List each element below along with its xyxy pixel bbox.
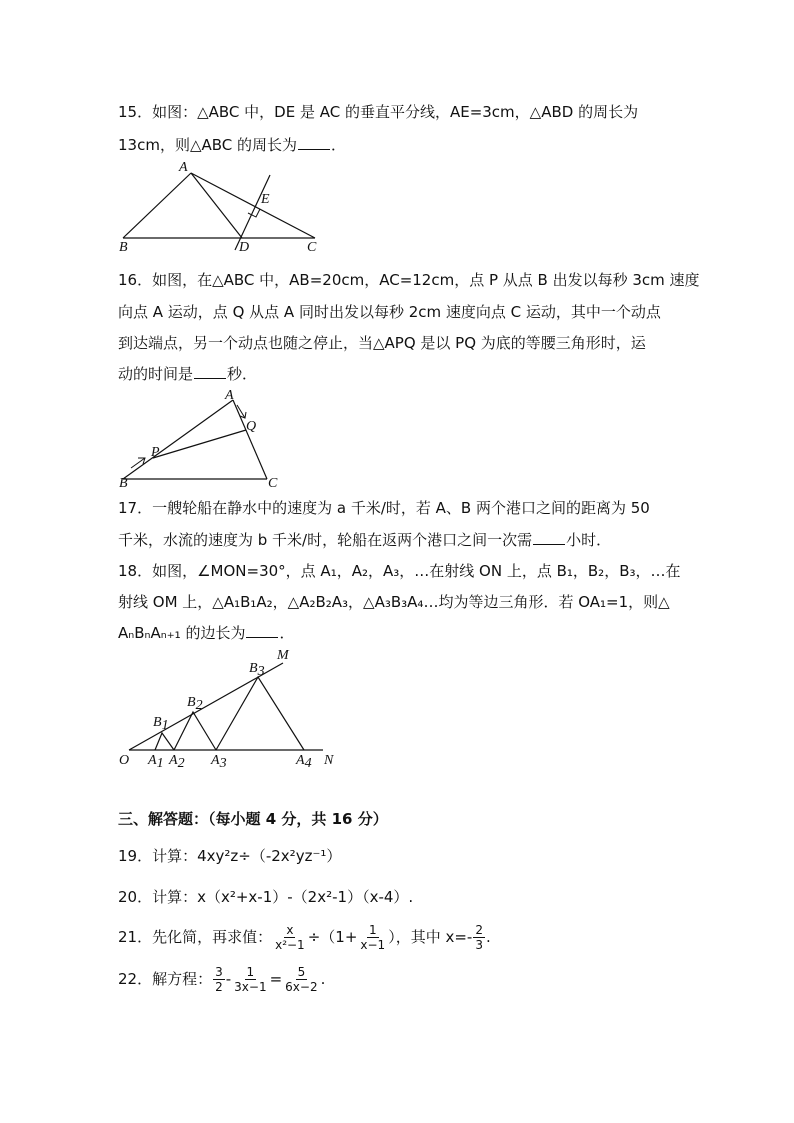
fraction-1: $\frac{x}{\text{x²−1}}$ xyxy=(275,923,305,952)
answer-blank xyxy=(194,364,226,379)
q16-line-4 xyxy=(118,364,257,384)
q21 xyxy=(118,922,491,952)
line-de xyxy=(235,175,270,250)
segment-ab xyxy=(123,173,191,238)
q16-end: 秒． xyxy=(227,365,258,383)
q15-line-1: 15．如图：△ABC 中，DE 是 AC 的垂直平分线，AE=3cm，△ABD 的周长为 xyxy=(118,103,639,121)
label-b: B xyxy=(119,476,128,488)
segment-pq xyxy=(153,430,246,458)
label-a: A xyxy=(225,388,234,403)
figure-18 xyxy=(115,642,340,770)
q19-label: 19．计算： xyxy=(118,847,198,865)
q21-label: 21．先化简，再求值： xyxy=(118,928,273,946)
q17-line-1: 17．一艘轮船在静水中的速度为 a 千米/时，若 A、B 两个港口之间的距离为 50 xyxy=(118,499,650,517)
q22-label: 22．解方程： xyxy=(118,970,213,988)
answer-blank xyxy=(298,135,330,150)
triangle-1 xyxy=(155,733,174,750)
label-a2: A2 xyxy=(169,753,185,770)
q21-mid: ÷（1+ xyxy=(307,928,358,946)
q16-line-3: 到达端点，另一个动点也随之停止，当△APQ 是以 PQ 为底的等腰三角形时，运 xyxy=(118,334,646,352)
label-c: C xyxy=(268,476,278,488)
q18-line-3 xyxy=(118,623,294,643)
q18-end: ． xyxy=(279,624,295,642)
q18-line-1: 18．如图，∠MON=30°，点 A₁，A₂，A₃，…在射线 ON 上，点 B₁，B₂，B₃，…在 xyxy=(118,562,681,580)
q16-line-2: 向点 A 运动，点 Q 从点 A 同时出发以每秒 2cm 速度向点 C 运动，其中一个动点 xyxy=(118,303,661,321)
q15-line-2 xyxy=(118,135,346,155)
q19 xyxy=(118,846,341,866)
q19-expression: 4xy²z÷（-2x²yz⁻¹） xyxy=(197,847,342,865)
section-heading: 三、解答题：（每小题 4 分，共 16 分） xyxy=(118,810,388,828)
q18-text: AₙBₙAₙ₊₁ 的边长为 xyxy=(118,624,246,642)
segment-ac xyxy=(233,400,267,479)
operator-minus: - xyxy=(225,970,232,988)
answer-blank xyxy=(533,530,565,545)
triangle-2 xyxy=(174,712,216,750)
q15-end: ． xyxy=(331,136,347,154)
label-c: C xyxy=(307,240,317,253)
triangle-3 xyxy=(216,677,304,750)
label-a1: A1 xyxy=(148,753,164,770)
label-m: M xyxy=(277,648,289,663)
segment-ad xyxy=(191,173,242,238)
fraction-3: $\frac{5}{6x-2}$ xyxy=(285,965,318,994)
q21-end: . xyxy=(485,928,491,946)
q20 xyxy=(118,887,413,907)
label-d: D xyxy=(239,240,250,253)
q17-text: 千米，水流的速度为 b 千米/时，轮船在返两个港口之间一次需 xyxy=(118,531,533,549)
label-a3: A3 xyxy=(211,753,227,770)
q18-line-2: 射线 OM 上，△A₁B₁A₂，△A₂B₂A₃，△A₃B₃A₄…均为等边三角形．若 OA₁=1，则△ xyxy=(118,593,670,611)
label-b: B xyxy=(119,240,128,253)
label-a: A xyxy=(179,160,188,175)
label-b1: B1 xyxy=(153,715,169,733)
q16-line-1: 16．如图，在△ABC 中，AB=20cm，AC=12cm，点 P 从点 B 出发以每秒 3cm 速度 xyxy=(118,271,700,289)
q17-end: 小时． xyxy=(566,531,612,549)
label-p: P xyxy=(151,445,160,460)
operator-equals: = xyxy=(269,970,283,988)
label-n: N xyxy=(324,753,334,768)
q16-text: 动的时间是 xyxy=(118,365,194,383)
label-e: E xyxy=(261,192,270,207)
fraction-1: $\frac{3}{2}$ xyxy=(215,965,223,994)
q22 xyxy=(118,964,325,994)
q17-line-2 xyxy=(118,530,611,550)
answer-blank xyxy=(246,623,278,638)
q22-end: . xyxy=(320,970,326,988)
fraction-2: $\frac{1}{3x-1}$ xyxy=(234,965,267,994)
figure-16 xyxy=(115,388,285,488)
figure-15 xyxy=(115,158,330,253)
label-o: O xyxy=(119,753,130,768)
q20-expression: x（x²+x-1）-（2x²-1）（x-4）. xyxy=(197,888,414,906)
q15-text: 13cm，则△ABC 的周长为 xyxy=(118,136,298,154)
label-b2: B2 xyxy=(187,695,203,713)
segment-ac xyxy=(191,173,315,238)
fraction-3: $\frac{2}{3}$ xyxy=(475,923,483,952)
label-b3: B3 xyxy=(249,661,265,679)
label-a4: A4 xyxy=(296,753,312,770)
label-q: Q xyxy=(246,419,257,434)
q20-label: 20．计算： xyxy=(118,888,198,906)
fraction-2: $\frac{1}{x-1}$ xyxy=(360,923,386,952)
q21-after: ），其中 x=- xyxy=(388,928,473,946)
